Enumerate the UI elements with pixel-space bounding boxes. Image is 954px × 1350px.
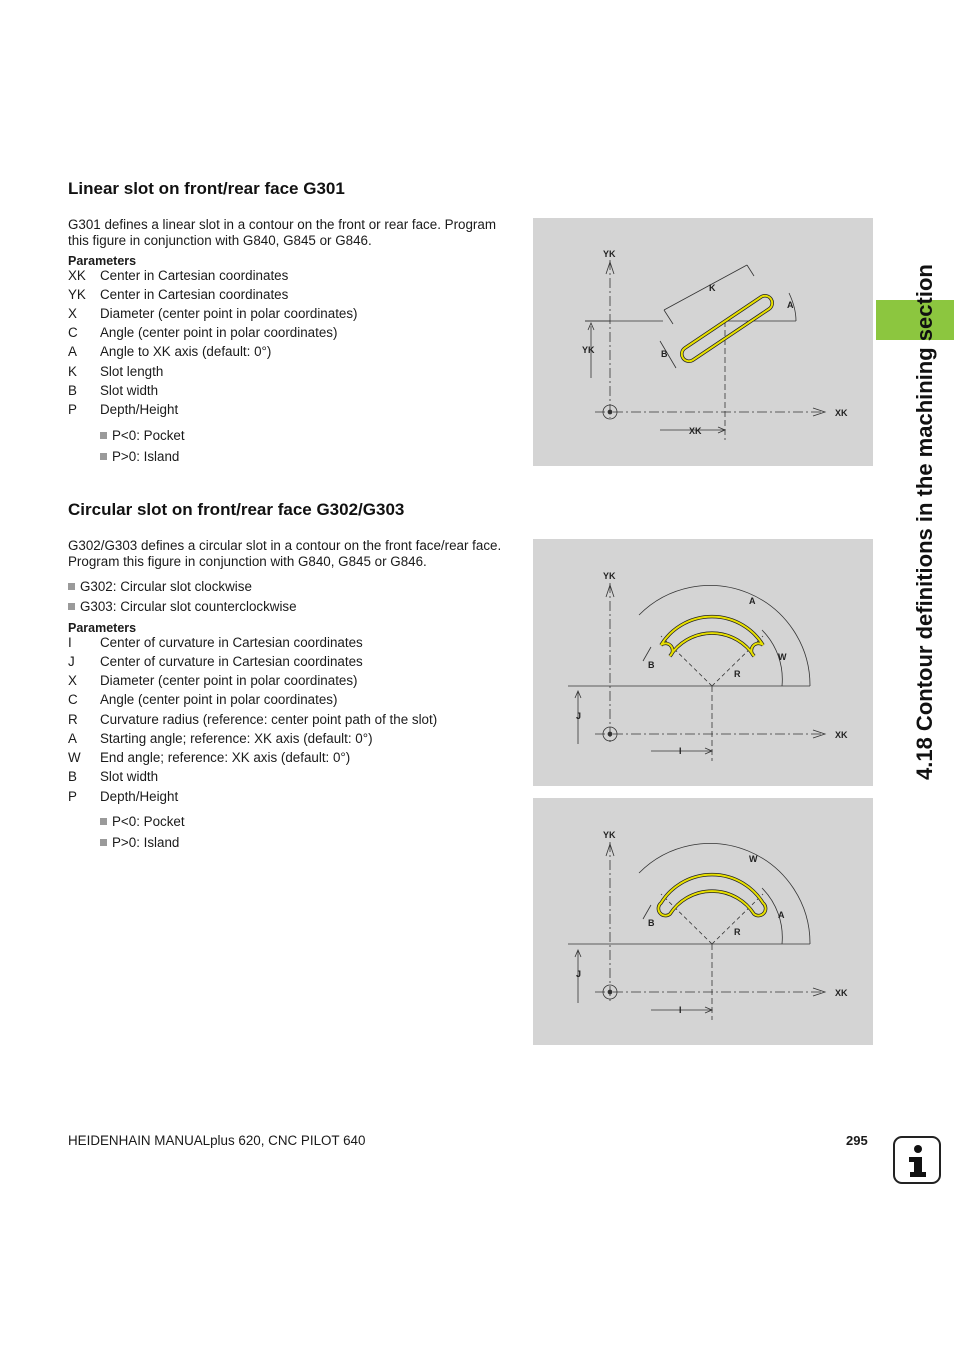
parameter-key: C xyxy=(68,325,78,340)
footer-product: HEIDENHAIN MANUALplus 620, CNC PILOT 640 xyxy=(68,1133,366,1148)
k-dimension-label: K xyxy=(709,283,716,293)
r-radius-label: R xyxy=(734,927,741,937)
parameter-desc: Center in Cartesian coordinates xyxy=(100,287,289,302)
xk-axis-label: XK xyxy=(835,730,848,740)
circular-slot-g302-figure xyxy=(533,539,873,786)
parameter-row xyxy=(68,748,350,767)
parameter-desc: End angle; reference: XK axis (default: 0°) xyxy=(100,750,351,765)
parameter-row xyxy=(68,323,337,342)
parameter-desc: Angle to XK axis (default: 0°) xyxy=(100,344,272,359)
yk-axis-label: YK xyxy=(603,830,616,840)
yk-axis-label: YK xyxy=(603,571,616,581)
bullet-item xyxy=(100,428,185,443)
parameter-row xyxy=(68,400,178,419)
parameter-desc: Depth/Height xyxy=(100,402,179,417)
w-angle-label: W xyxy=(749,854,758,864)
b-width-label: B xyxy=(661,349,668,359)
parameter-key: R xyxy=(68,712,78,727)
parameter-row xyxy=(68,710,437,729)
parameter-row xyxy=(68,767,158,786)
parameter-key: A xyxy=(68,344,77,359)
xk-axis-label: XK xyxy=(835,408,848,418)
r-radius-label: R xyxy=(734,669,741,679)
parameter-desc: Starting angle; reference: XK axis (default: 0°) xyxy=(100,731,373,746)
parameter-key: X xyxy=(68,673,77,688)
bullet-item xyxy=(100,835,179,850)
parameter-key: B xyxy=(68,769,77,784)
parameters-heading: Parameters xyxy=(68,254,137,268)
parameter-desc: Depth/Height xyxy=(100,789,179,804)
square-bullet-icon xyxy=(100,839,107,846)
parameter-desc: Center in Cartesian coordinates xyxy=(100,268,289,283)
xk-dimension-label: XK xyxy=(689,426,702,436)
bullet-item xyxy=(68,599,297,614)
parameter-key: B xyxy=(68,383,77,398)
bullet-text: P>0: Island xyxy=(112,449,180,464)
page-number: 295 xyxy=(846,1133,868,1148)
section-intro-g302-g303: G302/G303 defines a circular slot in a contour on the front face/rear face. Program this figure in conjunction with G840, G845 or G846. xyxy=(68,538,502,569)
parameter-key: K xyxy=(68,364,77,379)
parameter-key: YK xyxy=(68,287,86,302)
parameter-desc: Slot width xyxy=(100,769,159,784)
bullet-item xyxy=(100,814,185,829)
square-bullet-icon xyxy=(68,583,75,590)
parameter-row xyxy=(68,362,163,381)
bullet-text: P>0: Island xyxy=(112,835,180,850)
parameter-desc: Center of curvature in Cartesian coordinates xyxy=(100,654,363,669)
parameter-row xyxy=(68,266,288,285)
circular-slot-g303-figure xyxy=(533,798,873,1045)
parameter-row xyxy=(68,342,271,361)
bullet-item xyxy=(100,449,179,464)
xk-axis-label: XK xyxy=(835,988,848,998)
parameter-row xyxy=(68,304,358,323)
j-dimension-label: J xyxy=(576,711,582,721)
parameter-row xyxy=(68,652,363,671)
parameter-row xyxy=(68,633,363,652)
parameter-desc: Slot length xyxy=(100,364,164,379)
parameter-key: X xyxy=(68,306,77,321)
bullet-text: G302: Circular slot clockwise xyxy=(80,579,252,594)
yk-dimension-label: YK xyxy=(582,345,595,355)
parameter-desc: Slot width xyxy=(100,383,159,398)
parameter-desc: Angle (center point in polar coordinates) xyxy=(100,325,338,340)
parameter-desc: Diameter (center point in polar coordinates) xyxy=(100,306,358,321)
parameter-row xyxy=(68,787,178,806)
parameter-desc: Diameter (center point in polar coordinates) xyxy=(100,673,358,688)
parameters-heading: Parameters xyxy=(68,621,137,635)
parameter-key: I xyxy=(68,635,72,650)
a-angle-label: A xyxy=(787,300,794,310)
parameter-key: P xyxy=(68,402,77,417)
bullet-text: G303: Circular slot counterclockwise xyxy=(80,599,297,614)
parameter-desc: Angle (center point in polar coordinates) xyxy=(100,692,338,707)
bullet-text: P<0: Pocket xyxy=(112,428,185,443)
j-dimension-label: J xyxy=(576,969,582,979)
parameter-key: A xyxy=(68,731,77,746)
a-angle-label: A xyxy=(749,596,756,606)
square-bullet-icon xyxy=(68,603,75,610)
parameter-row xyxy=(68,381,158,400)
chapter-sidebar-title xyxy=(900,180,940,780)
b-width-label: B xyxy=(648,660,655,670)
w-angle-label: W xyxy=(778,652,787,662)
parameter-desc: Center of curvature in Cartesian coordinates xyxy=(100,635,363,650)
section-heading-g302-g303: Circular slot on front/rear face G302/G303 xyxy=(68,500,405,519)
parameter-desc: Curvature radius (reference: center point path of the slot) xyxy=(100,712,438,727)
i-dimension-label: I xyxy=(679,746,682,756)
parameter-row xyxy=(68,729,373,748)
square-bullet-icon xyxy=(100,432,107,439)
parameter-row xyxy=(68,671,358,690)
section-intro-g301: G301 defines a linear slot in a contour on the front or rear face. Program this figure in conjunction with G840, G845 or G846. xyxy=(68,217,496,248)
parameter-row xyxy=(68,285,288,304)
linear-slot-figure xyxy=(533,218,873,466)
bullet-text: P<0: Pocket xyxy=(112,814,185,829)
chapter-title-text: 4.18 Contour definitions in the machining section xyxy=(912,264,937,780)
parameter-row xyxy=(68,690,337,709)
parameter-key: XK xyxy=(68,268,86,283)
b-width-label: B xyxy=(648,918,655,928)
bullet-item xyxy=(68,579,252,594)
square-bullet-icon xyxy=(100,453,107,460)
parameter-key: W xyxy=(68,750,81,765)
i-dimension-label: I xyxy=(679,1005,682,1015)
parameter-key: P xyxy=(68,789,77,804)
square-bullet-icon xyxy=(100,818,107,825)
parameter-key: J xyxy=(68,654,75,669)
yk-axis-label: YK xyxy=(603,249,616,259)
a-angle-label: A xyxy=(778,910,785,920)
section-heading-g301: Linear slot on front/rear face G301 xyxy=(68,179,345,198)
parameter-key: C xyxy=(68,692,78,707)
info-icon xyxy=(893,1136,941,1184)
